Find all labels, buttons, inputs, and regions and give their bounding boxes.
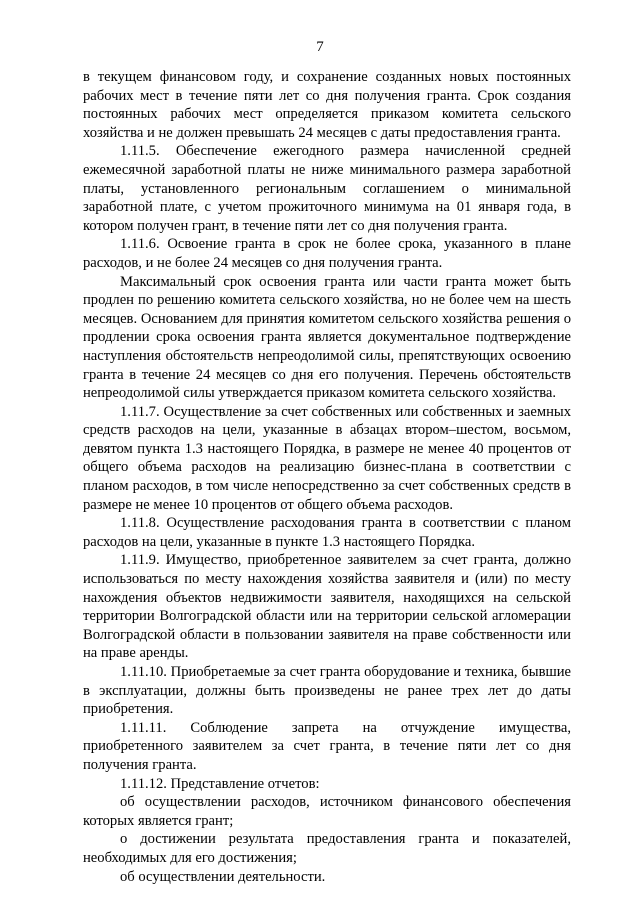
paragraph-1-11-11: 1.11.11. Соблюдение запрета на отчуждение имущества, приобретенного заявителем за счет гранта, в течение пяти лет со дня получения гранта.: [83, 719, 571, 773]
paragraph-1-11-12: 1.11.12. Представление отчетов:: [120, 775, 320, 792]
page-number: 7: [316, 39, 324, 55]
document-body: [83, 68, 571, 886]
paragraph-1-11-8: 1.11.8. Осуществление расходования гранта в соответствии с планом расходов на цели, указанные в пункте 1.3 настоящего Порядка.: [83, 515, 571, 550]
report-item-results: о достижении результата предоставления гранта и показателей, необходимых для его достижения;: [83, 831, 571, 866]
paragraph-1-11-7: 1.11.7. Осуществление за счет собственных или собственных и заемных средств расходов на цели, указанные в абзацах втором–шестом, восьмом, девятом пункта 1.3 настоящего Порядка, в размере не менее 40 процентов от общего объема расходов на реализацию бизнес-плана в соответствии с планом расходов, в том числе непосредственно за счет собственных средств в размере не менее 10 процентов от общего объема расходов.: [83, 403, 571, 513]
paragraph-1-11-6: 1.11.6. Освоение гранта в срок не более срока, указанного в плане расходов, и не более 24 месяцев со дня получения гранта.: [83, 236, 571, 271]
paragraph-1-11-9: 1.11.9. Имущество, приобретенное заявителем за счет гранта, должно использоваться по месту нахождения хозяйства заявителя и (или) по месту нахождения объектов недвижимости заявителя, находящихся на сельской территории Волгоградской области или на территории сельской агломерации Волгоградской области в пользовании заявителя на праве собственности или на праве аренды.: [83, 552, 571, 662]
paragraph-1-11-5: 1.11.5. Обеспечение ежегодного размера начисленной средней ежемесячной заработной платы не ниже минимального размера заработной платы, установленного региональным соглашением о минимальной заработной плате, с учетом прожиточного минимума на 01 января года, в котором получен грант, в течение пяти лет со дня получения гранта.: [83, 143, 571, 234]
report-item-activity: об осуществлении деятельности.: [120, 868, 326, 885]
paragraph-1-11-10: 1.11.10. Приобретаемые за счет гранта оборудование и техника, бывшие в эксплуатации, должны быть произведены не ранее трех лет до даты приобретения.: [83, 664, 571, 718]
paragraph-extension-terms: Максимальный срок освоения гранта или части гранта может быть продлен по решению комитета сельского хозяйства, но не более чем на шесть месяцев. Основанием для принятия комитетом сельского хозяйства решения о продлении срока освоения гранта является документальное подтверждение наступления обстоятельств непреодолимой силы, препятствующих освоению гранта в течение 24 месяцев со дня его получения. Перечень обстоятельств непреодолимой силы утверждается приказом комитета сельского хозяйства.: [83, 273, 571, 402]
report-item-expenses: об осуществлении расходов, источником финансового обеспечения которых является грант;: [83, 794, 571, 829]
paragraph-continuation: в текущем финансовом году, и сохранение созданных новых постоянных рабочих мест в течение пяти лет со дня получения гранта. Срок создания постоянных рабочих мест определяется приказом комитета сельского хозяйства и не должен превышать 24 месяцев с даты предоставления гранта.: [83, 69, 571, 141]
